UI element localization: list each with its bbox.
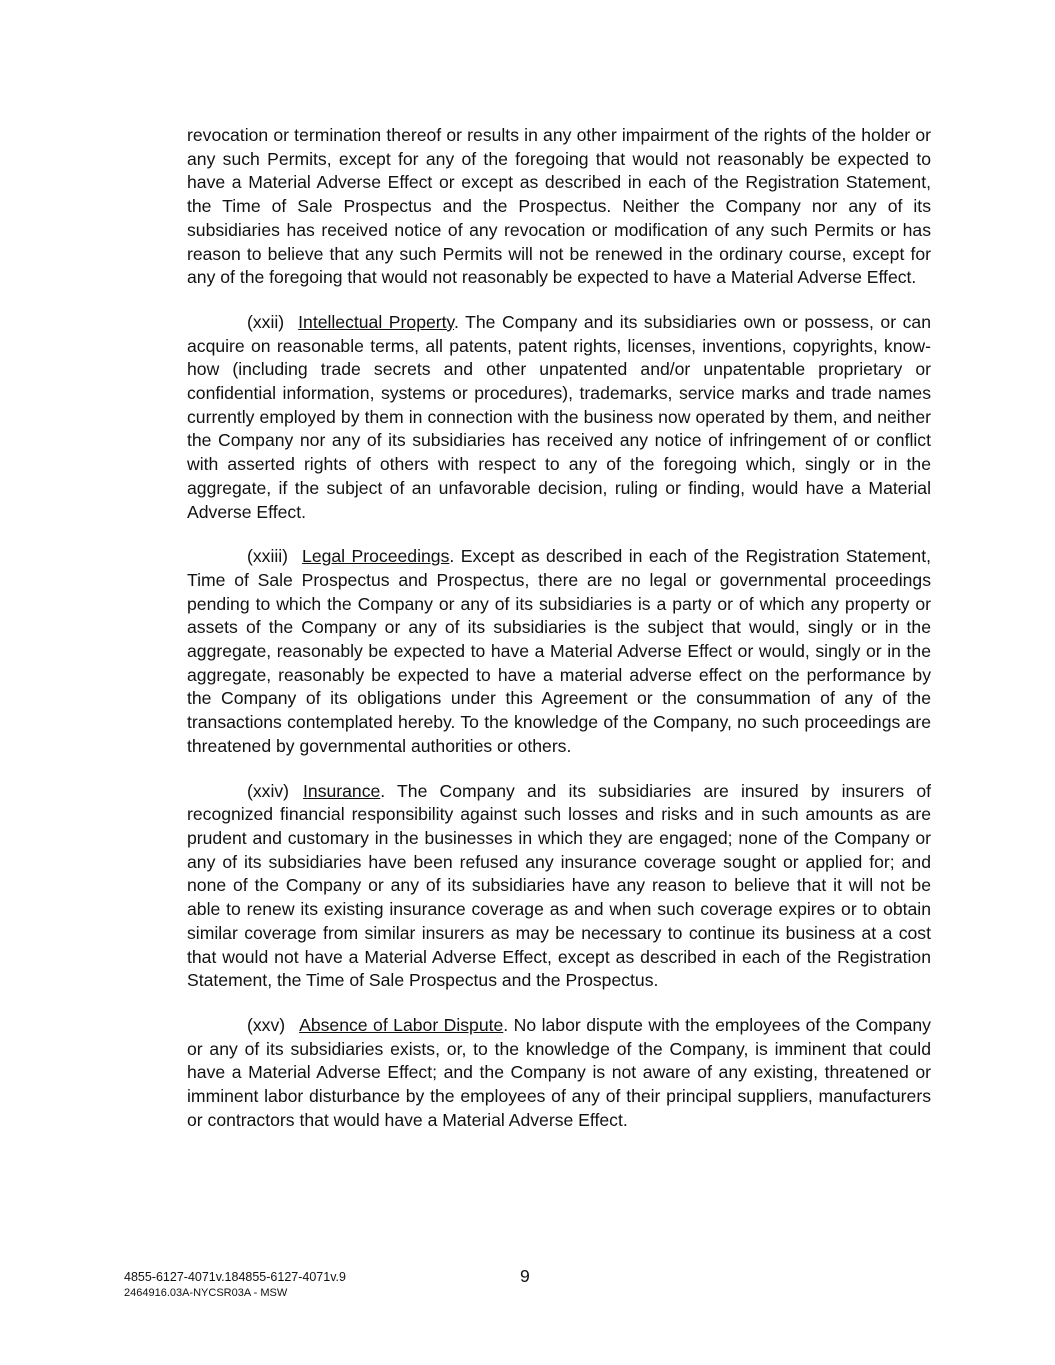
paragraph-heading: Intellectual Property [298,311,454,332]
paragraph-insurance [187,780,931,993]
heading-punctuation: . [380,780,386,801]
heading-punctuation: . [503,1014,509,1035]
heading-punctuation: . [454,311,459,332]
footer-document-id [124,1269,346,1300]
paragraph-number: (xxii) [247,311,285,332]
paragraph-text: revocation or termination thereof or results in any other impairment of the rights of the holder or any such Permits, except for any of the foregoing that would not reasonably be expected to have a Material Adverse Effect or except as described in each of the Registration Statement, the Time of Sale Prospectus and the Prospectus. Neither the Company nor any of its subsidiaries has received notice of any revocation or modification of any such Permits or has reason to believe that any such Permits will not be renewed in the ordinary course, except for any of the foregoing that would not reasonably be expected to have a Material Adverse Effect. [187,125,931,288]
paragraph-heading: Absence of Labor Dispute [299,1014,504,1035]
paragraph-text: The Company and its subsidiaries are insured by insurers of recognized financial responsibility against such losses and risks and in such amounts as are prudent and customary in the businesses in which they are engaged; none of the Company or any of its subsidiaries have been refused any insurance coverage sought or applied for; and none of the Company or any of its subsidiaries have any reason to believe that it will not be able to renew its existing insurance coverage as and when such coverage expires or to obtain similar coverage from similar insurers as may be necessary to continue its business at a cost that would not have a Material Adverse Effect, except as described in each of the Registration Statement, the Time of Sale Prospectus and the Prospectus. [187,780,931,991]
paragraph-intellectual-property [187,311,931,524]
page-number: 9 [520,1266,530,1286]
paragraph-heading: Insurance [303,780,381,801]
paragraph-number: (xxiii) [247,546,289,567]
paragraph-number: (xxv) [247,1014,286,1035]
paragraph-heading: Legal Proceedings [302,546,450,567]
paragraph-text: The Company and its subsidiaries own or possess, or can acquire on reasonable terms, all patents, patent rights, licenses, inventions, copyrights, know-how (including trade secrets and other unpatented and/or unpatentable proprietary or confidential information, systems or procedures), trademarks, service marks and trade names currently employed by them in connection with the business now operated by them, and neither the Company nor any of its subsidiaries has received any notice of infringement of or conflict with asserted rights of others with respect to any of the foregoing which, singly or in the aggregate, if the subject of an unfavorable decision, ruling or finding, would have a Material Adverse Effect. [187,311,931,522]
paragraph-legal-proceedings [187,545,931,758]
paragraph-continued [187,124,931,290]
paragraph-text: Except as described in each of the Registration Statement, Time of Sale Prospectus and Prospectus, there are no legal or governmental proceedings pending to which the Company or any of its subsidiaries is a party or of which any property or assets of the Company or any of its subsidiaries is the subject that would, singly or in the aggregate, reasonably be expected to have a Material Adverse Effect or would, singly or in the aggregate, reasonably be expected to have a material adverse effect on the performance by the Company of its obligations under this Agreement or the consummation of any of the transactions contemplated hereby. To the knowledge of the Company, no such proceedings are threatened by governmental authorities or others. [187,546,931,756]
paragraph-number: (xxiv) [247,780,290,801]
footer-doc-id: 4855-6127-4071v.184855-6127-4071v.9 [124,1270,346,1284]
document-body [187,124,931,1153]
footer-doc-ref: 2464916.03A-NYCSR03A - MSW [124,1287,288,1299]
paragraph-text: No labor dispute with the employees of the Company or any of its subsidiaries exists, or, to the knowledge of the Company, is imminent that could have a Material Adverse Effect; and the Company is not aware of any existing, threatened or imminent labor disturbance by the employees of any of their principal suppliers, manufacturers or contractors that would have a Material Adverse Effect. [187,1014,931,1130]
paragraph-absence-of-labor-dispute [187,1014,931,1133]
heading-punctuation: . [449,546,455,567]
